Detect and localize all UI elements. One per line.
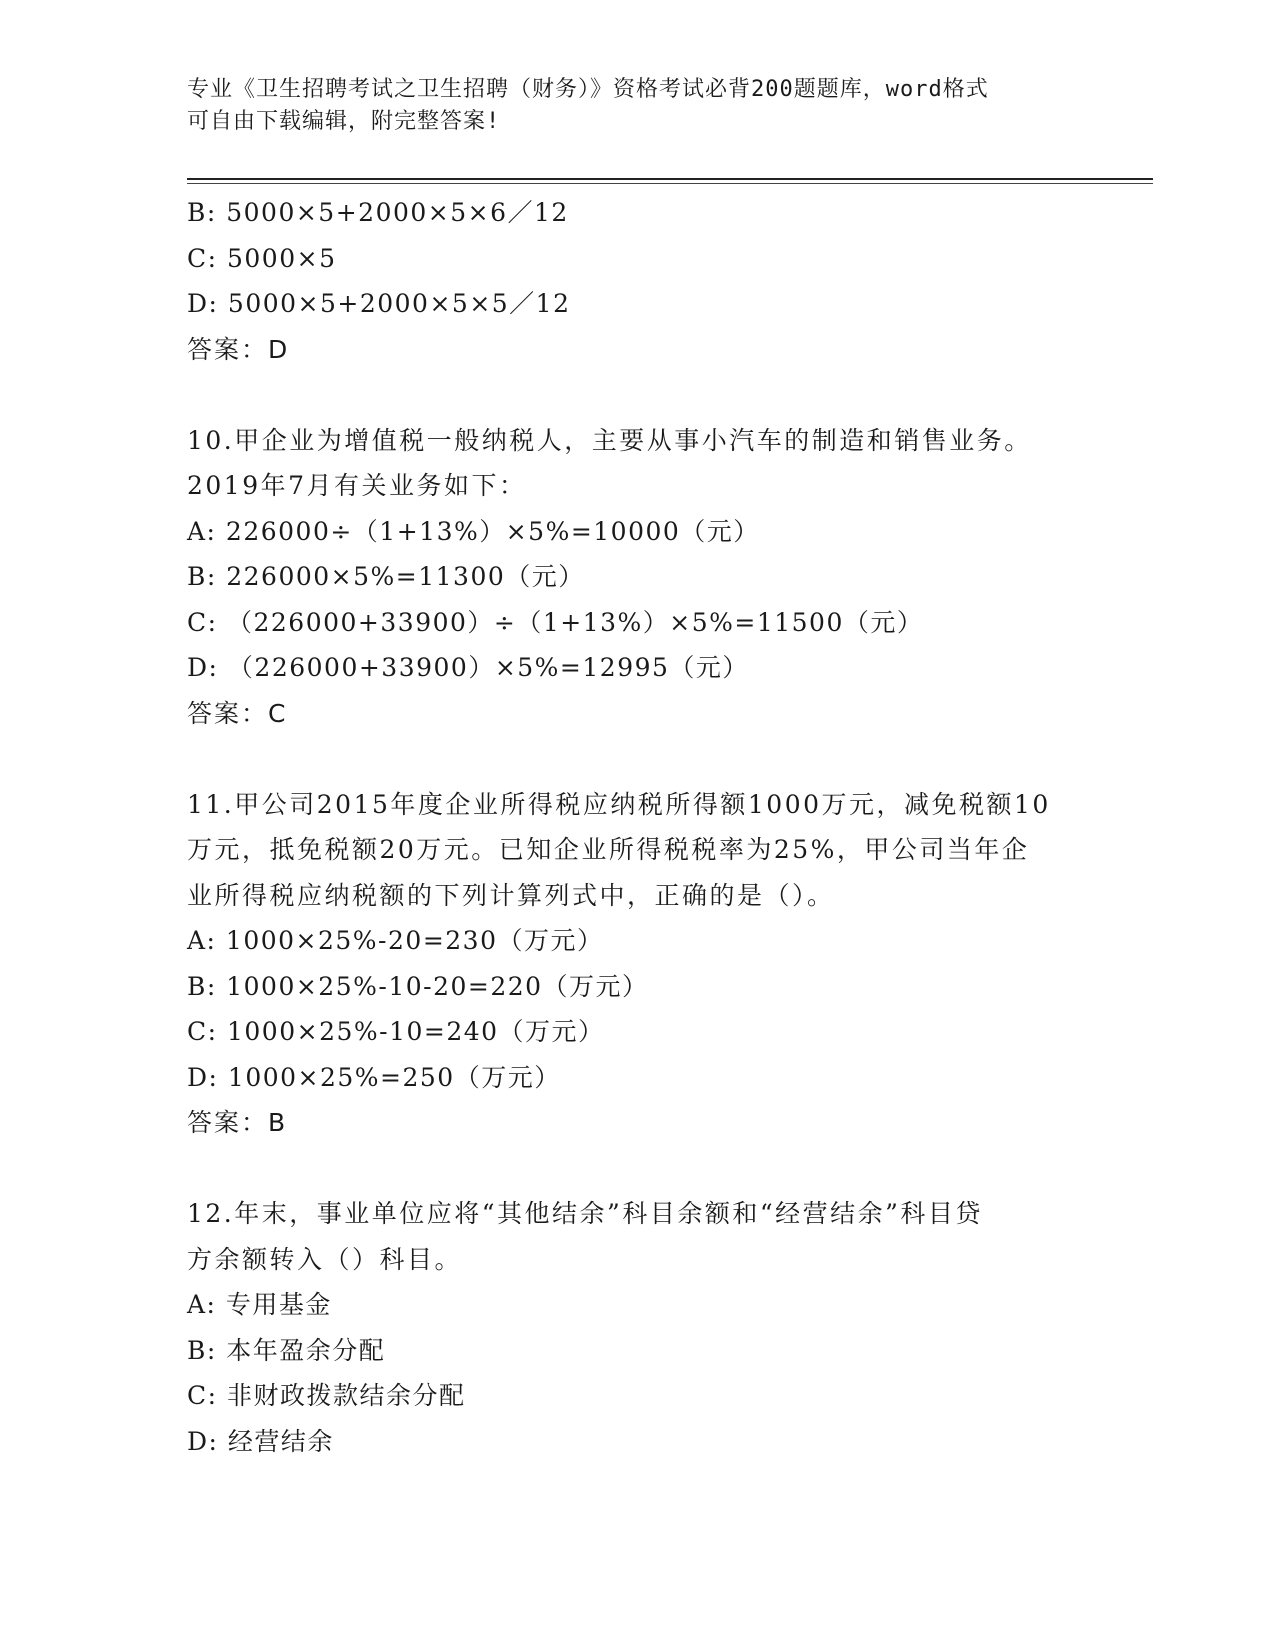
question-11 [187,782,1087,1146]
question-stem-line: 10.甲企业为增值税一般纳税人，主要从事小汽车的制造和销售业务。 [187,425,1032,455]
option-a: A: 专用基金 [187,1290,332,1319]
option-c: C: 非财政拨款结余分配 [187,1381,466,1410]
question-stem-line: 2019年7月有关业务如下： [187,471,527,500]
option-a: A: 226000÷（1+13%）×5%=10000（元） [187,516,760,546]
option-b: B: 1000×25%-10-20=220（万元） [187,971,649,1001]
option-c: C: 1000×25%-10=240（万元） [187,1017,605,1046]
question-list [187,190,1087,1464]
question-stem-line: 方余额转入（）科目。 [187,1244,463,1274]
option-d: D: （226000+33900）×5%=12995（元） [187,653,749,682]
document-header [187,74,1087,138]
question-10 [187,418,1087,737]
question-9 [187,190,1087,372]
spacer [187,1146,1087,1192]
header-divider [187,178,1153,180]
header-title-line-1: 专业《卫生招聘考试之卫生招聘（财务）》资格考试必背200题题库，word格式 [187,77,989,102]
option-d: D: 5000×5+2000×5×5／12 [187,289,571,318]
spacer [187,736,1087,782]
question-stem-line: 万元，抵免税额20万元。已知企业所得税税率为25%，甲公司当年企 [187,835,1030,864]
option-d: D: 经营结余 [187,1426,334,1456]
answer-line: 答案：D [187,334,290,364]
option-a: A: 1000×25%-20=230（万元） [187,926,604,955]
question-stem-line: 业所得税应纳税额的下列计算列式中，正确的是（）。 [187,880,835,910]
option-c: C: （226000+33900）÷（1+13%）×5%=11500（元） [187,607,924,637]
option-b: B: 5000×5+2000×5×6／12 [187,198,569,227]
option-d: D: 1000×25%=250（万元） [187,1062,561,1092]
option-c: C: 5000×5 [187,243,337,273]
question-stem-line: 11.甲公司2015年度企业所得税应纳税所得额1000万元，减免税额10 [187,789,1051,819]
answer-line: 答案：B [187,1108,288,1137]
spacer [187,372,1087,418]
option-b: B: 226000×5%=11300（元） [187,562,585,591]
option-b: B: 本年盈余分配 [187,1335,386,1365]
question-12 [187,1191,1087,1464]
question-stem-line: 12.年末，事业单位应将“其他结余”科目余额和“经营结余”科目贷 [187,1199,983,1228]
answer-line: 答案：C [187,698,288,728]
header-title-line-2: 可自由下载编辑，附完整答案! [187,109,501,134]
header-divider-thin [187,183,1153,184]
